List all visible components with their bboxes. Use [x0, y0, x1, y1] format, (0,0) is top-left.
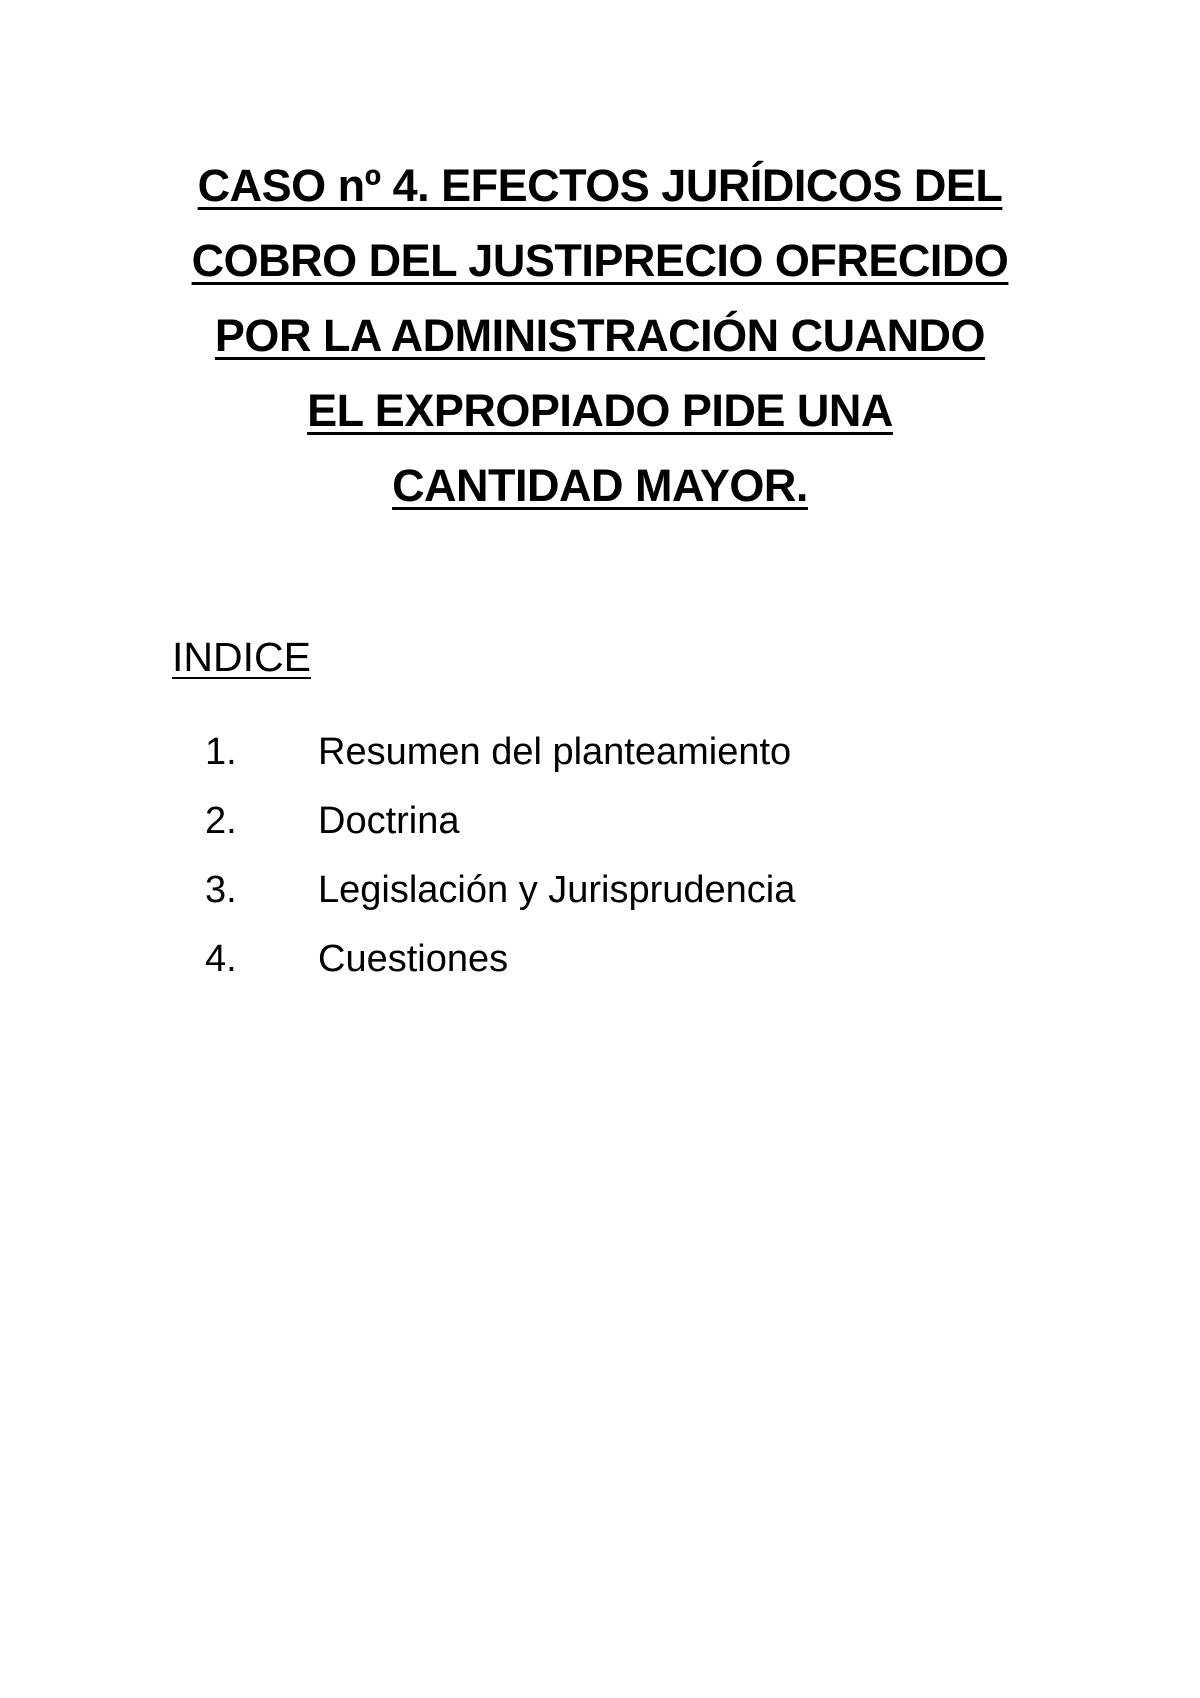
- index-item-resumen: [205, 718, 795, 787]
- index-item-number: 3.: [205, 869, 237, 911]
- title-line: CANTIDAD MAYOR.: [392, 460, 808, 511]
- title-line: CASO nº 4. EFECTOS JURÍDICOS DEL: [197, 160, 1003, 211]
- index-item-label: Legislación y Jurisprudencia: [318, 869, 796, 911]
- document-title: [150, 148, 1050, 523]
- index-item-legislacion: [205, 856, 795, 925]
- index-item-doctrina: [205, 787, 795, 856]
- index-list: [205, 718, 795, 994]
- index-item-number: 1.: [205, 731, 237, 773]
- index-item-label: Doctrina: [318, 800, 460, 842]
- index-item-label: Resumen del planteamiento: [318, 731, 792, 773]
- index-item-number: 4.: [205, 938, 237, 980]
- title-line: EL EXPROPIADO PIDE UNA: [307, 385, 893, 436]
- title-line: COBRO DEL JUSTIPRECIO OFRECIDO: [191, 235, 1009, 286]
- title-line: POR LA ADMINISTRACIÓN CUANDO: [214, 310, 986, 361]
- index-item-label: Cuestiones: [318, 938, 509, 980]
- index-heading: INDICE: [172, 634, 311, 680]
- index-item-cuestiones: [205, 925, 795, 994]
- index-item-number: 2.: [205, 800, 237, 842]
